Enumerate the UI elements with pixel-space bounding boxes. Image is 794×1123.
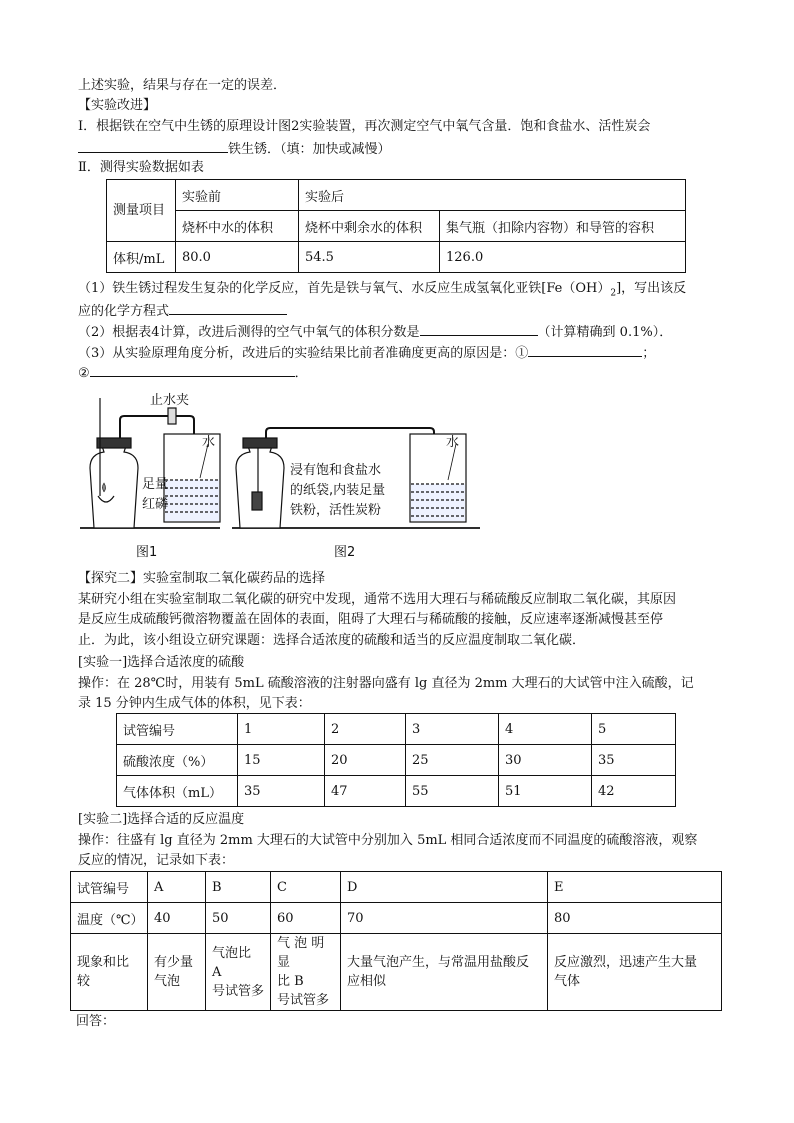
temperature-table bbox=[70, 871, 722, 1011]
t2-r1-c2: 1 bbox=[238, 714, 325, 745]
q2-line: （2）根据表4计算，改进后测得的空气中氧气的体积分数是 （计算精确到 0.1%）． bbox=[78, 321, 672, 342]
water-label-2: 水 bbox=[446, 435, 460, 450]
t1-after-header: 实验后 bbox=[299, 180, 686, 211]
clamp-label: 止水夹 bbox=[150, 393, 190, 408]
t3-r3-c4: 气 泡 明 显 比 B 号试管多 bbox=[271, 934, 341, 1011]
t2-r2-c1: 硫酸浓度（%） bbox=[117, 745, 238, 776]
t3-r1-c5: D bbox=[341, 872, 548, 903]
improve-header: 【实验改进】 bbox=[78, 98, 157, 113]
t2-r3-c3: 47 bbox=[325, 776, 406, 807]
t1-col2: 烧杯中剩余水的体积 bbox=[299, 211, 440, 242]
t3-r2-c1: 温度（℃） bbox=[71, 903, 148, 934]
t1-v3: 126.0 bbox=[440, 242, 686, 273]
t2-r1-c6: 5 bbox=[592, 714, 676, 745]
step2-text: Ⅱ．测得实验数据如表 bbox=[78, 160, 204, 175]
t2-r3-c4: 55 bbox=[406, 776, 499, 807]
t1-v2: 54.5 bbox=[299, 242, 440, 273]
t2-r2-c6: 35 bbox=[592, 745, 676, 776]
t1-v1: 80.0 bbox=[176, 242, 299, 273]
figure-1-caption: 图1 bbox=[136, 545, 158, 560]
t3-r3-c6: 反应激烈，迅速产生大量 气体 bbox=[548, 934, 722, 1011]
step1-suffix: 铁生锈．（填：加快或减慢） bbox=[228, 142, 391, 157]
t2-r1-c1: 试管编号 bbox=[117, 714, 238, 745]
figure-2-caption: 图2 bbox=[334, 545, 356, 560]
explore2-title: 【探究二】实验室制取二氧化碳药品的选择 bbox=[78, 571, 326, 586]
exp2-title: [实验二]选择合适的反应温度 bbox=[78, 812, 245, 827]
t1-col1: 烧杯中水的体积 bbox=[176, 211, 299, 242]
t1-before-header: 实验前 bbox=[176, 180, 299, 211]
t3-r2-c4: 60 bbox=[271, 903, 341, 934]
answer-blank-2[interactable] bbox=[169, 300, 287, 315]
t2-r1-c4: 3 bbox=[406, 714, 499, 745]
t2-r3-c5: 51 bbox=[499, 776, 592, 807]
step1-text: Ⅰ．根据铁在空气中生锈的原理设计图2实验装置，再次测定空气中氧气含量．饱和食盐水、活性炭会 bbox=[78, 119, 651, 134]
t2-r1-c3: 2 bbox=[325, 714, 406, 745]
t3-r3-c2: 有少量 气泡 bbox=[148, 934, 206, 1011]
t1-row-label: 体积/mL bbox=[107, 242, 176, 273]
water-stop-clamp bbox=[168, 408, 176, 424]
t2-r2-c5: 30 bbox=[499, 745, 592, 776]
para-line-3: 止．为此，该小组设立研究课题：选择合适浓度的硫酸和适当的反应温度制取二氧化碳． bbox=[78, 633, 586, 648]
apparatus-figure bbox=[80, 388, 500, 564]
iron-powder-bag bbox=[252, 492, 262, 510]
t3-r2-c3: 50 bbox=[206, 903, 271, 934]
q1-line1: （1）铁生锈过程发生复杂的化学反应，首先是铁与氧气、水反应生成氢氧化亚铁$[Fe(OH)_2]$，写出该反 bbox=[78, 281, 687, 299]
t3-r3-c3: 气泡比 A 号试管多 bbox=[206, 934, 271, 1011]
bag-label-3: 铁粉，活性炭粉 bbox=[290, 503, 382, 518]
t2-r2-c2: 15 bbox=[238, 745, 325, 776]
stopper-1 bbox=[97, 438, 131, 448]
t3-r1-c2: A bbox=[148, 872, 206, 903]
answer-blank-3[interactable] bbox=[420, 321, 538, 336]
t3-r2-c6: 80 bbox=[548, 903, 722, 934]
t3-r2-c2: 40 bbox=[148, 903, 206, 934]
t2-r3-c6: 42 bbox=[592, 776, 676, 807]
step1-line bbox=[78, 138, 391, 159]
para-line-1: 某研究小组在实验室制取二氧化碳的研究中发现，通常不选用大理石与稀硫酸反应制取二氧化碳，其原因 bbox=[78, 592, 677, 607]
t3-r2-c5: 70 bbox=[341, 903, 548, 934]
t1-col3: 集气瓶（扣除内容物）和导管的容积 bbox=[440, 211, 686, 242]
answer-label: 回答： bbox=[76, 1014, 116, 1029]
t3-r1-c3: B bbox=[206, 872, 271, 903]
bag-label-1: 浸有饱和食盐水 bbox=[290, 463, 382, 478]
t3-r1-c6: E bbox=[548, 872, 722, 903]
answer-blank-5[interactable] bbox=[90, 362, 295, 377]
t2-r2-c3: 20 bbox=[325, 745, 406, 776]
t3-r1-c4: C bbox=[271, 872, 341, 903]
para-line-2: 是反应生成硫酸钙微溶物覆盖在固体的表面，阻碍了大理石与稀硫酸的接触，反应速率逐渐减慢甚至停 bbox=[78, 612, 664, 627]
intro-line: 上述实验，结果与存在一定的误差． bbox=[78, 78, 287, 93]
q3-line1: （3）从实验原理角度分析，改进后的实验结果比前者准确度更高的原因是：① ； bbox=[78, 342, 655, 363]
phosphorus-label-2: 红磷 bbox=[142, 497, 169, 512]
t2-r3-c2: 35 bbox=[238, 776, 325, 807]
exp2-op-1: 操作：往盛有 lg 直径为 2mm 大理石的大试管中分别加入 5mL 相同合适浓度而不同温度的硫酸溶液，观察 bbox=[78, 833, 698, 848]
exp2-op-2: 反应的情况，记录如下表： bbox=[78, 853, 235, 868]
answer-blank-1[interactable] bbox=[78, 138, 228, 153]
exp1-title: [实验一]选择合适浓度的硫酸 bbox=[78, 655, 245, 670]
t3-r3-c5: 大量气泡产生，与常温用盐酸反 应相似 bbox=[341, 934, 548, 1011]
t2-r3-c1: 气体体积（mL） bbox=[117, 776, 238, 807]
q3-line2: ② ． bbox=[78, 362, 308, 383]
q1-line2: 应的化学方程式 bbox=[78, 300, 287, 321]
data-table-1 bbox=[106, 179, 686, 273]
answer-blank-4[interactable] bbox=[528, 342, 642, 357]
water-label-1: 水 bbox=[202, 435, 216, 450]
exp1-op-1: 操作：在 28℃时，用装有 5mL 硫酸溶液的注射器向盛有 lg 直径为 2mm 大理石的大试管中注入硫酸，记 bbox=[78, 676, 694, 691]
bag-label-2: 的纸袋,内装足量 bbox=[290, 483, 386, 498]
concentration-table bbox=[116, 713, 676, 807]
t1-measure-header: 测量项目 bbox=[107, 180, 176, 242]
t3-r1-c1: 试管编号 bbox=[71, 872, 148, 903]
phosphorus-label-1: 足量 bbox=[142, 477, 169, 492]
t2-r2-c4: 25 bbox=[406, 745, 499, 776]
t2-r1-c5: 4 bbox=[499, 714, 592, 745]
t3-r3-c1: 现象和比 较 bbox=[71, 934, 148, 1011]
stopper-2 bbox=[243, 438, 277, 448]
exp1-op-2: 录 15 分钟内生成气体的体积，见下表： bbox=[78, 696, 311, 711]
